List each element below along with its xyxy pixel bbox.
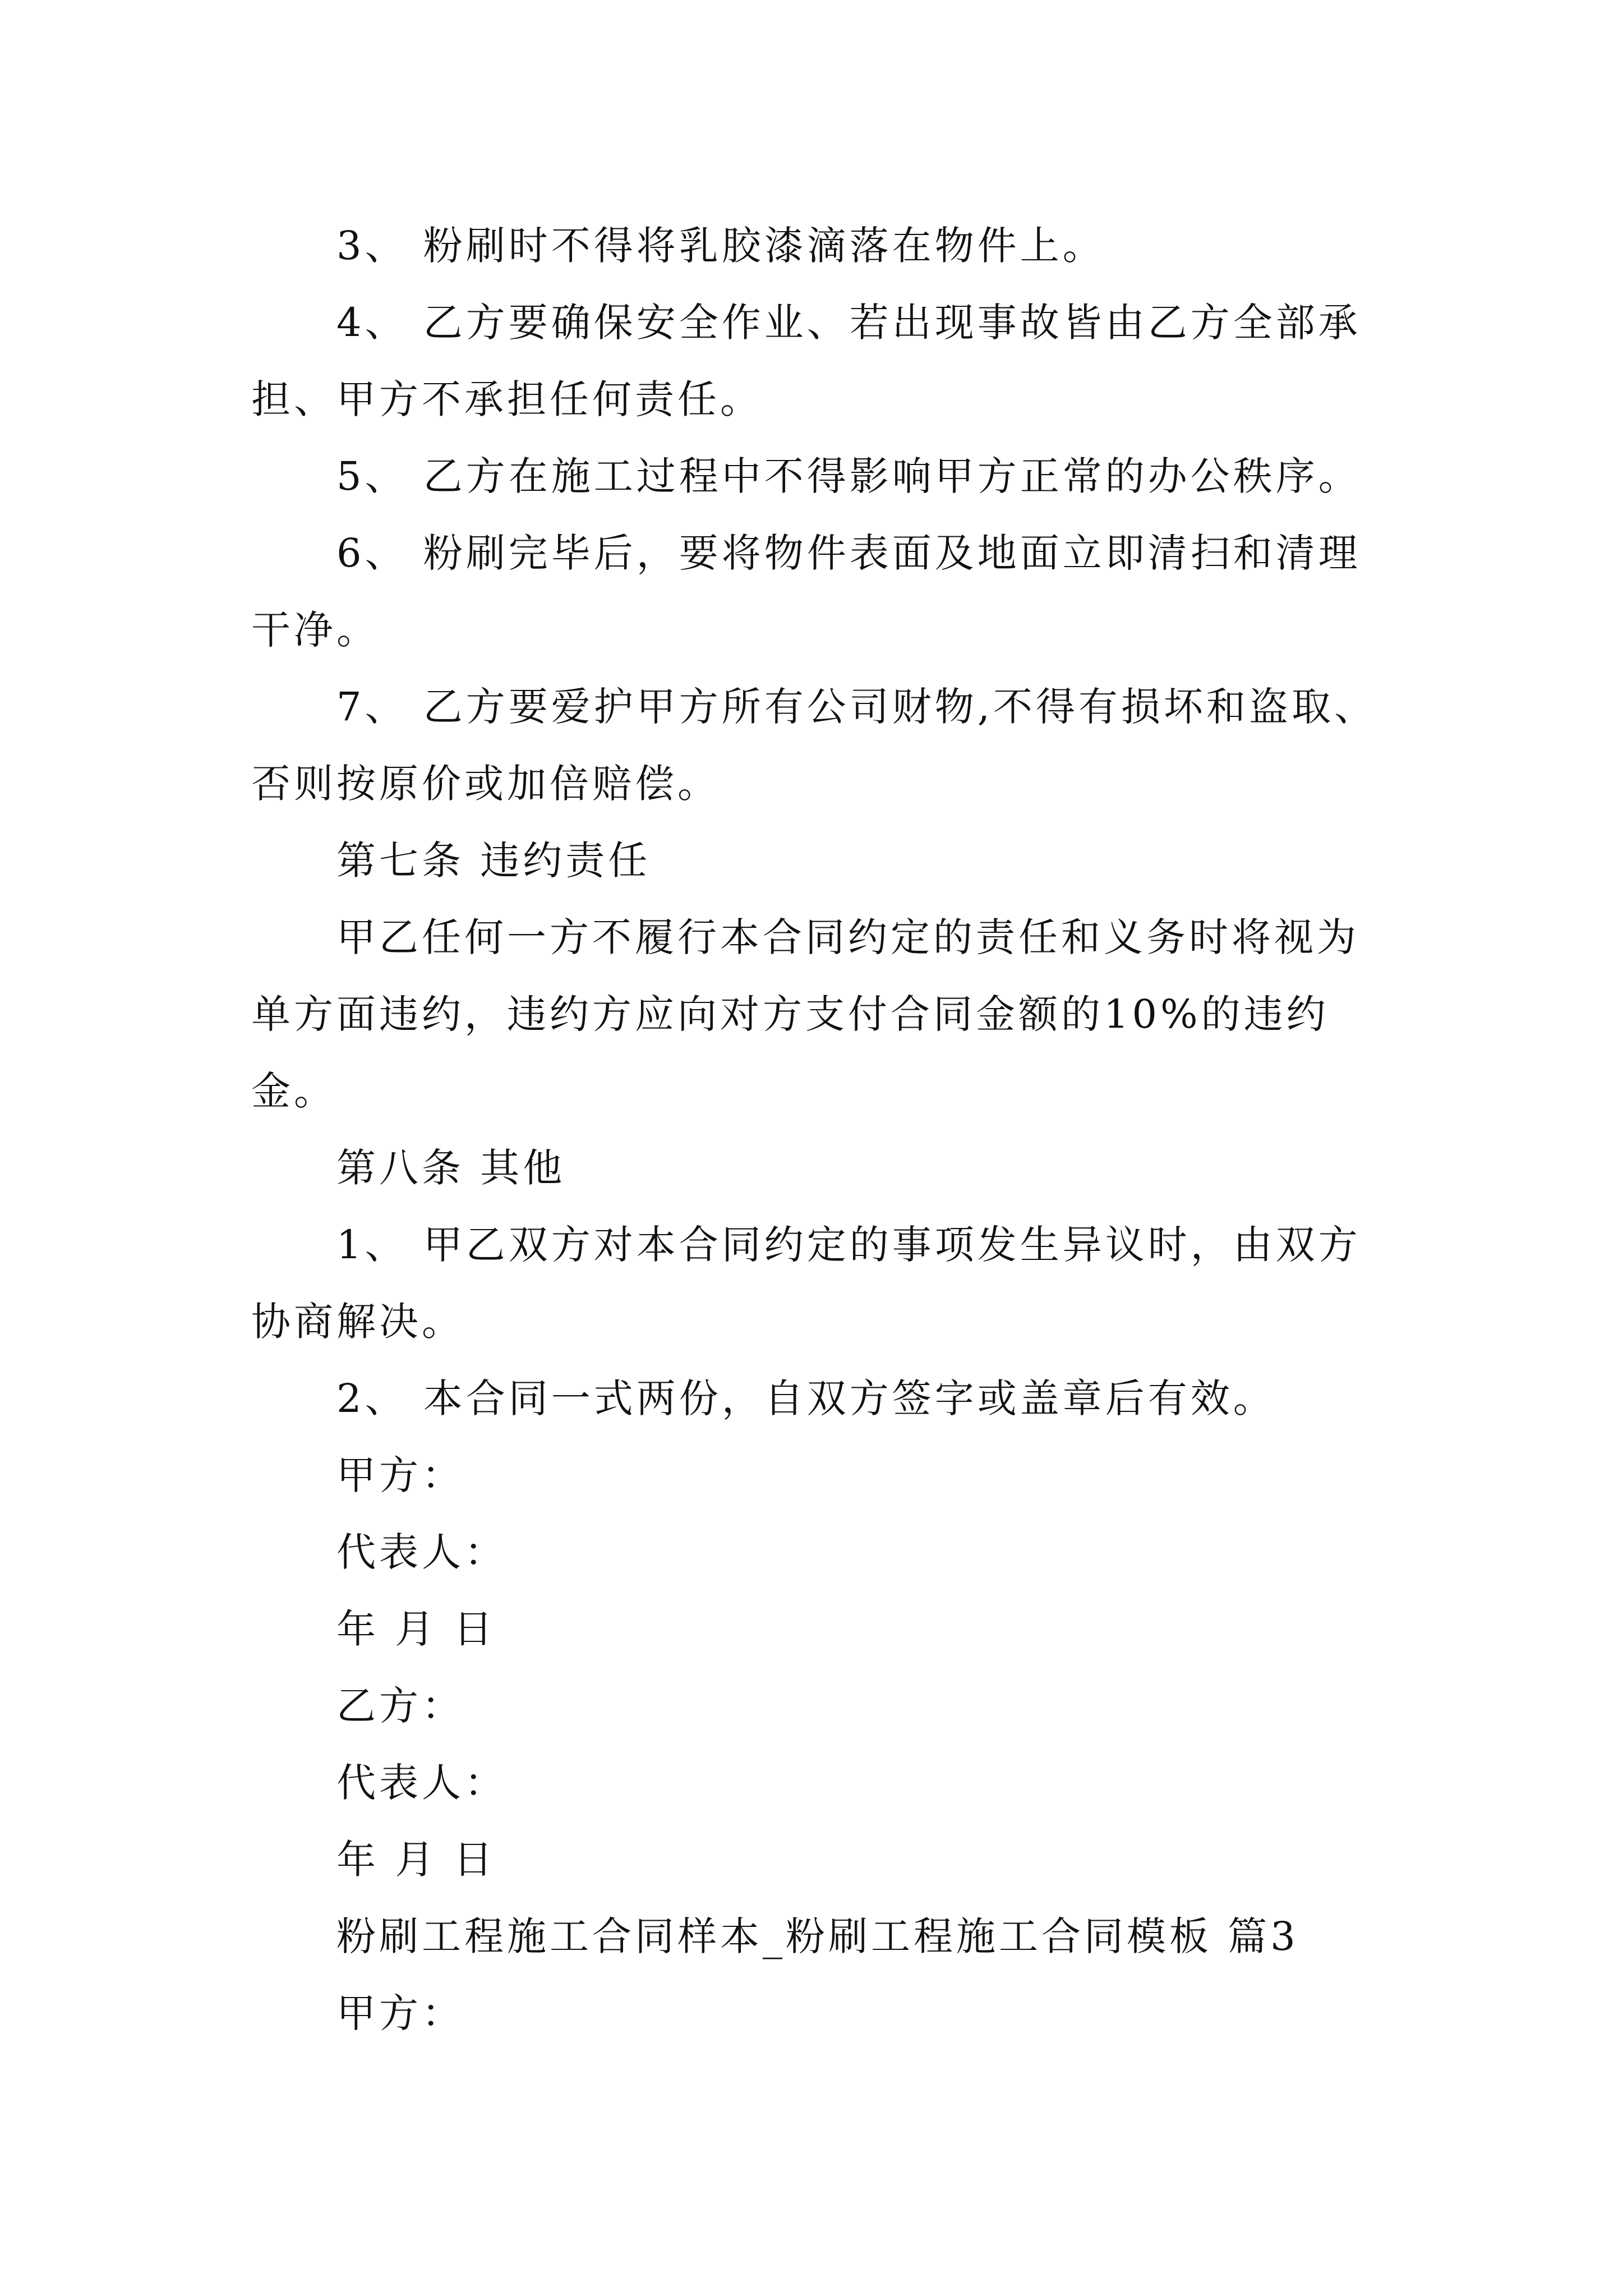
article-8-clause-2: 2、 本合同一式两份，自双方签字或盖章后有效。 — [336, 1375, 1276, 1421]
section-title: 粉刷工程施工合同样本_粉刷工程施工合同模板 篇3 — [336, 1913, 1299, 1959]
article-8-heading: 第八条 其他 — [336, 1145, 566, 1191]
party-a-representative: 代表人： — [336, 1529, 507, 1575]
party-a-label: 甲方： — [336, 1452, 464, 1498]
clause-6: 6、 粉刷完毕后，要将物件表面及地面立即清扫和清理干净。 — [251, 530, 1361, 653]
article-7-heading: 第七条 违约责任 — [336, 838, 651, 884]
party-b-label: 乙方： — [336, 1683, 464, 1729]
clause-3: 3、 粉刷时不得将乳胶漆滴落在物件上。 — [336, 223, 1105, 269]
party-b-date: 年 月 日 — [336, 1837, 496, 1883]
clause-5: 5、 乙方在施工过程中不得影响甲方正常的办公秩序。 — [336, 453, 1361, 499]
article-8-clause-1: 1、 甲乙双方对本合同约定的事项发生异议时，由双方协商解决。 — [251, 1222, 1361, 1345]
party-a-label-2: 甲方： — [336, 1990, 464, 2036]
party-a-date: 年 月 日 — [336, 1606, 496, 1652]
party-b-representative: 代表人： — [336, 1760, 507, 1806]
article-7-text: 甲乙任何一方不履行本合同约定的责任和义务时将视为单方面违约，违约方应向对方支付合同金额的10%的违约金。 — [251, 914, 1359, 1114]
clause-4: 4、 乙方要确保安全作业、若出现事故皆由乙方全部承担、甲方不承担任何责任。 — [251, 300, 1361, 422]
document-body — [251, 208, 1395, 2052]
clause-7: 7、 乙方要爱护甲方所有公司财物,不得有损坏和盗取、否则按原价或加倍赔偿。 — [251, 684, 1377, 807]
